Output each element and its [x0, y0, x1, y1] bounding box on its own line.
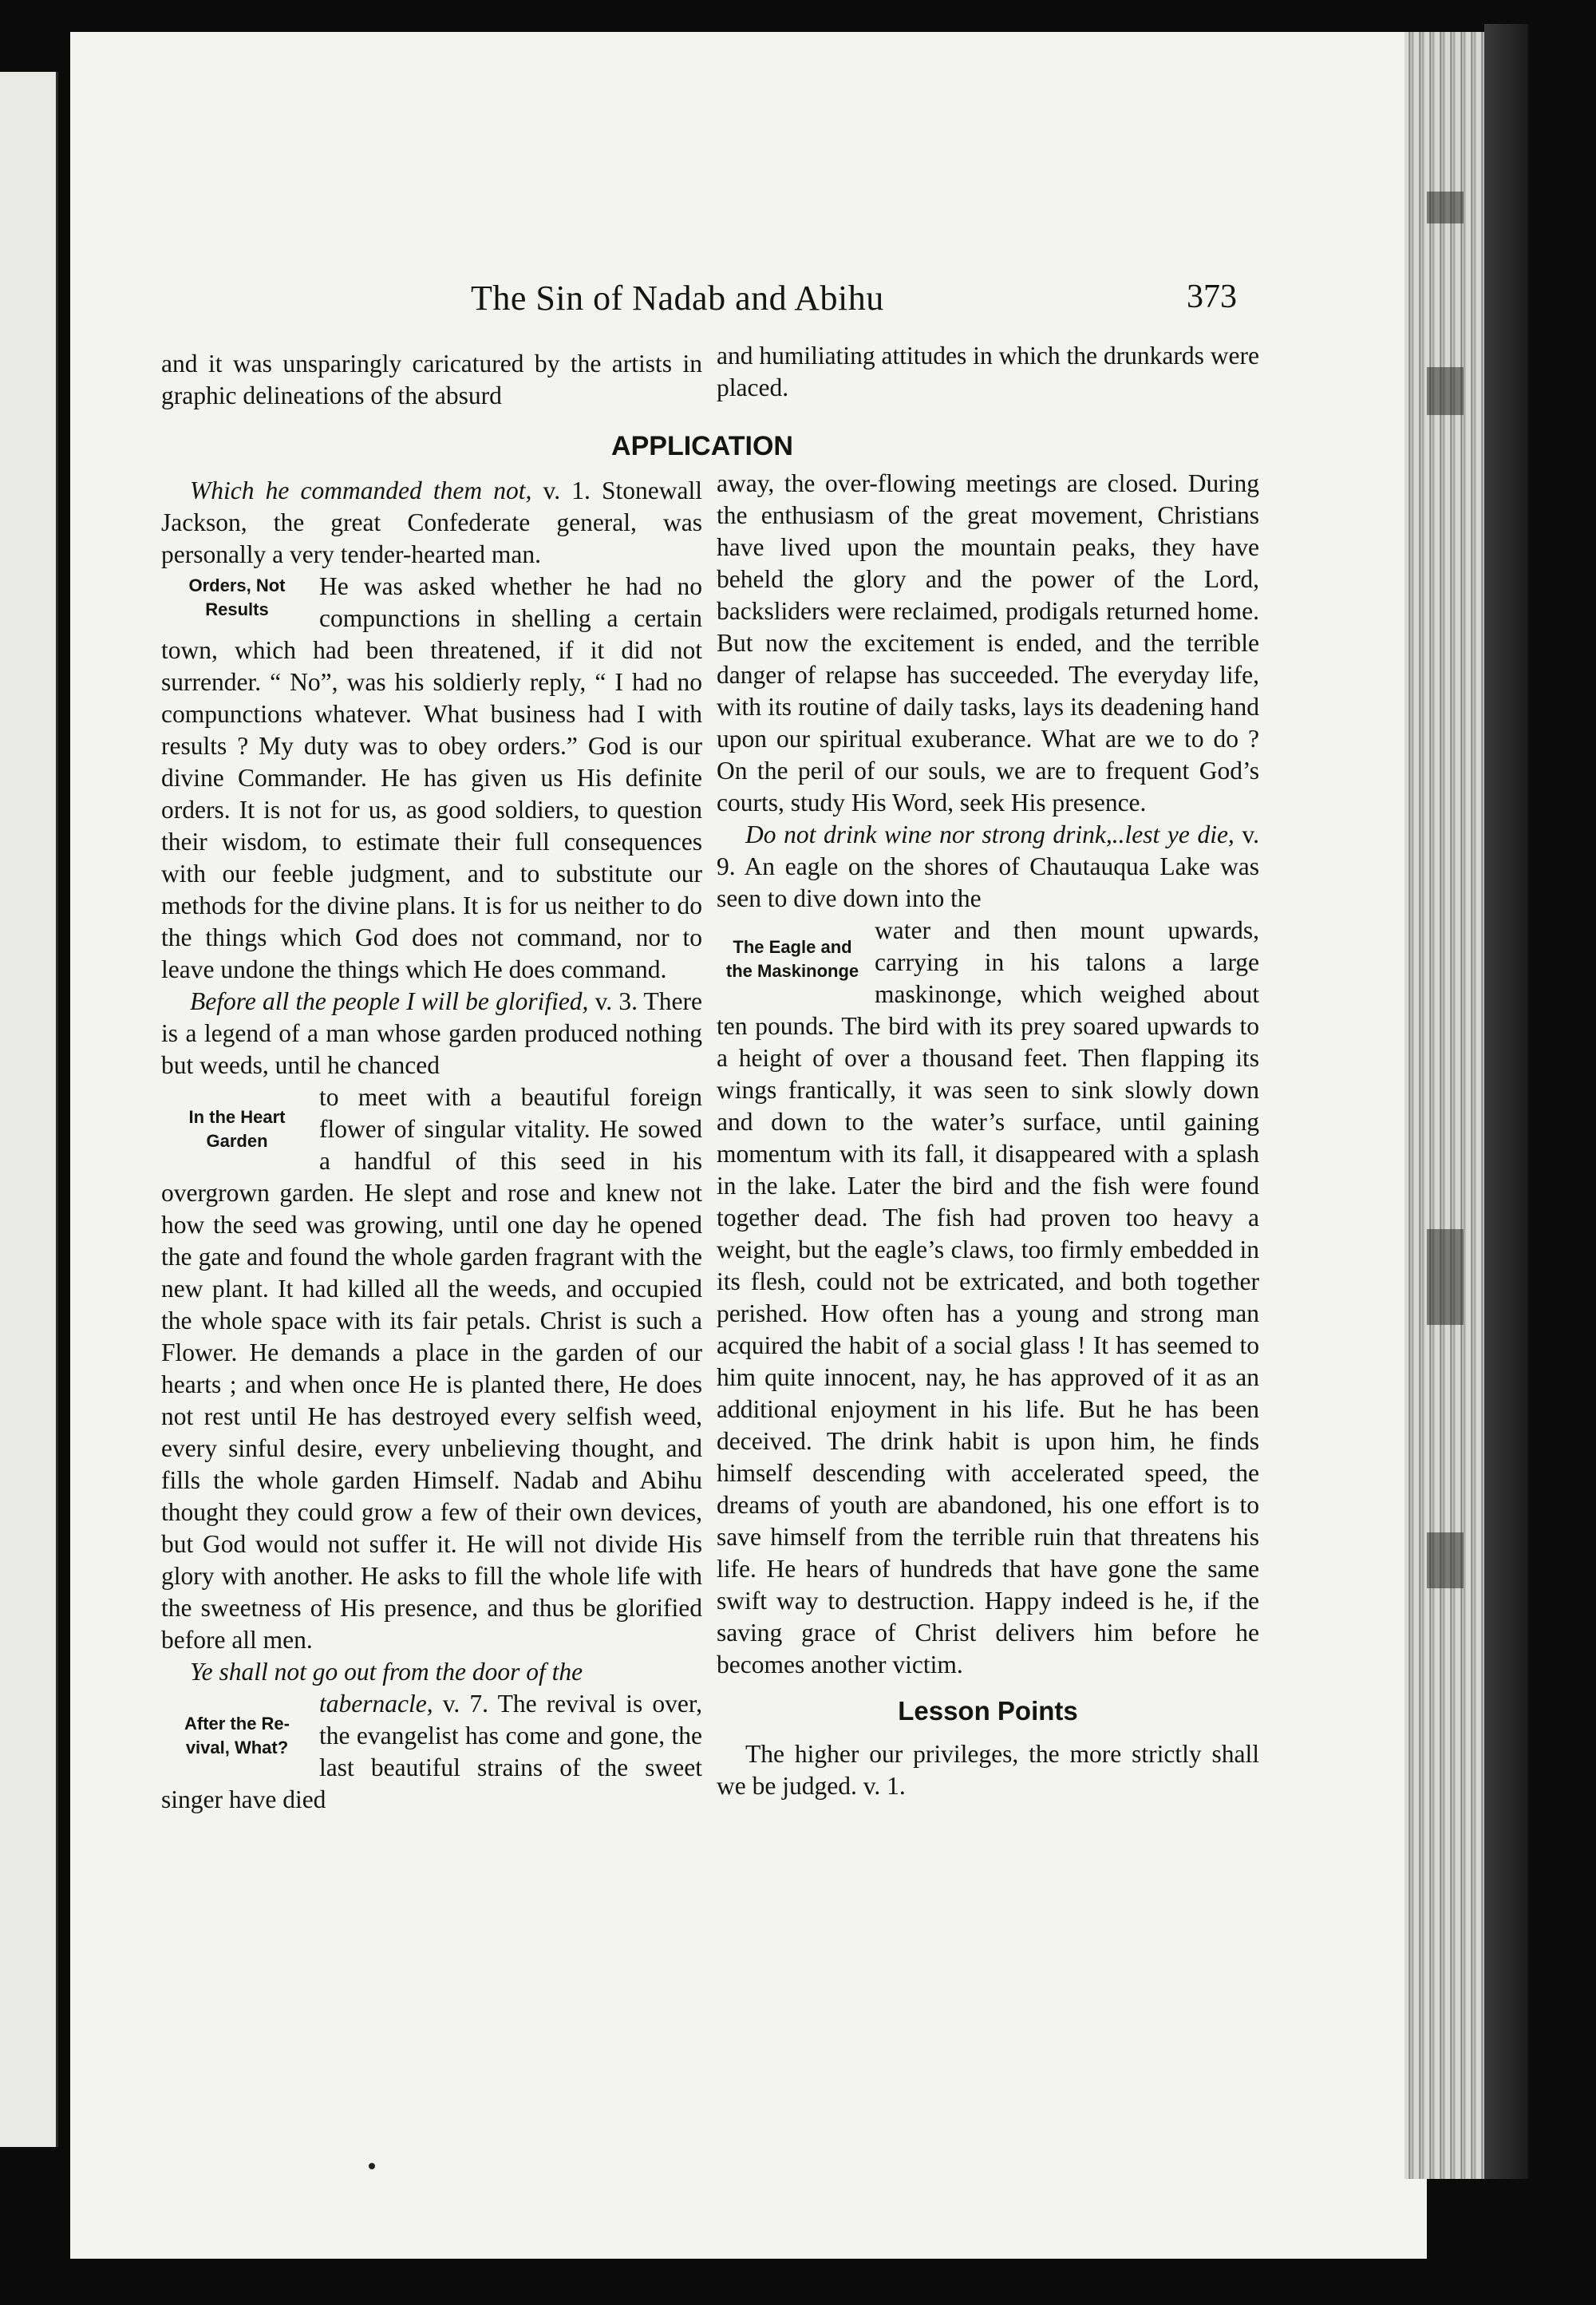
- paragraph-continued: water and then mount upwards, carrying in his talons a large maskinonge, which weighed about ten pounds. The bird with its prey soared upwards to a height of over a thousand feet. Then flapping its wings frantically, it was seen to sink slowly down and down to the water’s surface, until gaining momentum with its fall, it disappeared with a splash in the lake. Later the bird and the fish were found together dead. The fish had proven too heavy a weight, but the eagle’s claws, too firmly embedded in its flesh, could not be extricated, and both together perished. How often has a young and strong man acquired the habit of a social glass ! It has seemed to him quite innocent, nay, he has approved of it as an additional enjoyment in his life. But he has been deceived. The drink habit is upon him, he finds himself descending with accelerated speed, the dreams of youth are abandoned, his one effort is to save himself from the terrible ruin that threatens his life. He hears of hundreds that have gone the same swift way to destruction. Happy indeed is he, if the saving grace of Christ delivers him before he becomes another victim.: [717, 916, 1259, 1678]
- paragraph-continued: He was asked whether he had no compunctions in shelling a certain town, which had been threatened, if it did not surrender. “ No”, was his soldierly reply, “ I had no compunctions whatever. What business had I with results ? My duty was to obey orders.” God is our divine Commander. He has given us His definite orders. It is not for us, as good soldiers, to question their wisdom, to estimate their full consequences with our feeble judgment, and to substitute our methods for the divine plans. It is for us neither to do the things which God does not command, nor to leave undone the things which He does command.: [161, 572, 702, 983]
- sidenote-heart-garden: [161, 1105, 313, 1153]
- scripture-ref: Ye shall not go out from the door of the: [190, 1658, 583, 1686]
- scripture-ref: Do not drink wine nor strong drink,..lest ye die,: [745, 820, 1235, 848]
- facing-page-edge: [0, 72, 58, 2147]
- paragraph-text: v. 3. There is a legend of a man whose garden produced nothing but weeds, until he chanced: [161, 987, 702, 1079]
- running-title: The Sin of Nadab and Abihu: [471, 279, 884, 318]
- paragraph-text: v. 1. Stonewall Jackson, the great Confederate general, was personally a very tender-hearted man.: [161, 476, 702, 568]
- edge-mark: [1427, 192, 1464, 223]
- book-cover-edge: [1484, 24, 1528, 2179]
- sidenote-line: After the Re-: [184, 1714, 290, 1734]
- sidenote-line: Garden: [206, 1131, 268, 1151]
- paragraph: [161, 986, 702, 1081]
- sidenote-line: the Maskinonge: [725, 961, 859, 981]
- paragraph-text: v. 7. The revival is over, the evangelist has come and gone, the last beautiful strains of the sweet singer have died: [161, 1690, 702, 1813]
- application-heading: APPLICATION: [611, 431, 793, 461]
- book-fore-edge: [1404, 32, 1484, 2179]
- print-speck: [369, 2163, 375, 2169]
- sidenote-eagle-maskinonge: [717, 935, 868, 983]
- scripture-ref: Which he commanded them not,: [190, 476, 532, 504]
- intro-right: and humiliating attitudes in which the drunkards were placed.: [717, 342, 1259, 401]
- scripture-ref: tabernacle,: [319, 1690, 433, 1718]
- sidenote-after-revival: [161, 1712, 313, 1760]
- lesson-points-heading: Lesson Points: [898, 1696, 1078, 1726]
- right-column-body: [717, 468, 1259, 1802]
- paragraph: [161, 475, 702, 571]
- intro-left: and it was unsparingly caricatured by the artists in graphic delineations of the absurd: [161, 350, 702, 409]
- paragraph: [161, 1656, 702, 1688]
- lesson-point: The higher our privileges, the more strictly shall we be judged. v. 1.: [717, 1740, 1259, 1800]
- sidenote-line: vival, What?: [185, 1738, 289, 1757]
- left-column-body: [161, 475, 702, 1816]
- sidenote-line: In the Heart: [188, 1107, 286, 1127]
- edge-mark: [1427, 1229, 1464, 1325]
- sidenote-line: Orders, Not: [188, 575, 286, 595]
- sidenote-orders-not-results: [161, 574, 313, 622]
- right-column-intro: [717, 340, 1259, 404]
- edge-mark: [1427, 367, 1464, 415]
- sidenote-line: Results: [205, 599, 269, 619]
- paragraph-continued: away, the over-flowing meetings are closed. During the enthusiasm of the great movement, Christians have lived upon the mountain peaks, they have beheld the glory and the power of the Lord, backsliders were reclaimed, prodigals returned home. But now the excitement is ended, and the terrible danger of relapse has succeeded. The everyday life, with its routine of daily tasks, lays its deadening hand upon our spiritual exuberance. What are we to do ? On the peril of our souls, we are to frequent God’s courts, study His Word, seek His presence.: [717, 469, 1259, 816]
- edge-mark: [1427, 1532, 1464, 1588]
- sidenote-line: The Eagle and: [733, 937, 852, 957]
- running-header: [471, 278, 1237, 326]
- paragraph: [717, 819, 1259, 915]
- left-column: [161, 348, 702, 412]
- page-number: 373: [1187, 279, 1237, 315]
- paragraph-continued: to meet with a beautiful foreign flower of singular vitality. He sowed a handful of this seed in his overgrown garden. He slept and rose and knew not how the seed was growing, until one day he opened the gate and found the whole garden fragrant with the new plant. It had killed all the weeds, and occupied the whole space with its fair petals. Christ is such a Flower. He demands a place in the garden of our hearts ; and when once He is planted there, He does not rest until He has destroyed every selfish weed, every sinful desire, every unbelieving thought, and fills the whole garden Himself. Nadab and Abihu thought they could grow a few of their own devices, but God would not suffer it. He will not divide His glory with another. He asks to fill the whole life with the sweetness of His presence, and thus be glorified before all men.: [161, 1083, 702, 1654]
- paragraph-text: v. 9. An eagle on the shores of Chautauqua Lake was seen to dive down into the: [717, 820, 1259, 912]
- scripture-ref: Before all the people I will be glorified,: [190, 987, 589, 1015]
